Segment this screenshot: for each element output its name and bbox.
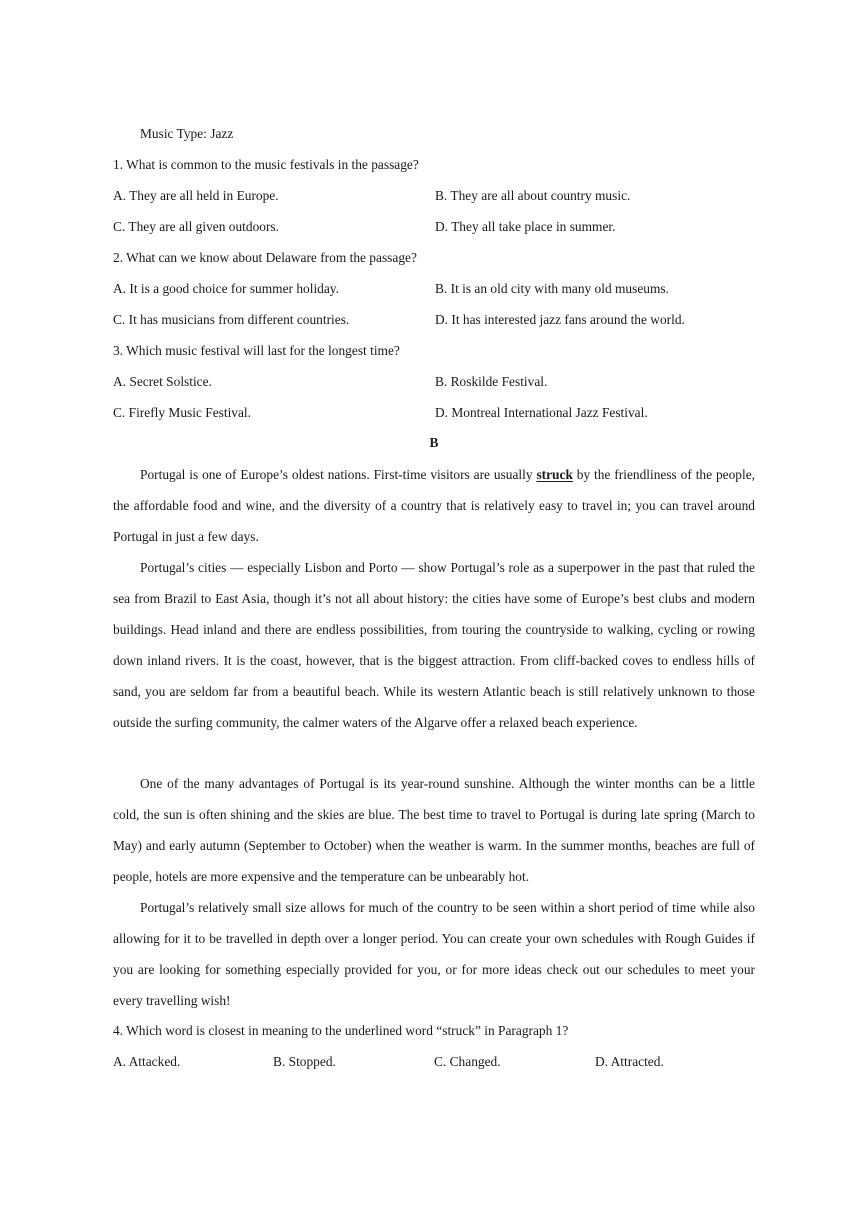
- question-3: 3. Which music festival will last for the longest time?: [113, 343, 400, 358]
- q1-option-a: A. They are all held in Europe.: [113, 188, 279, 203]
- q4-option-a: A. Attacked.: [113, 1054, 181, 1069]
- question-4: 4. Which word is closest in meaning to the underlined word “struck” in Paragraph 1?: [113, 1023, 569, 1038]
- q4-option-d: D. Attracted.: [595, 1054, 664, 1069]
- q2-option-d: D. It has interested jazz fans around the world.: [435, 312, 685, 327]
- q2-option-c: C. It has musicians from different countries.: [113, 312, 350, 327]
- q2-option-a: A. It is a good choice for summer holiday.: [113, 281, 339, 296]
- section-b-heading: B: [429, 435, 439, 450]
- q2-option-b: B. It is an old city with many old museums.: [435, 281, 669, 296]
- q3-option-d: D. Montreal International Jazz Festival.: [435, 405, 648, 420]
- q3-option-b: B. Roskilde Festival.: [435, 374, 548, 389]
- question-1: 1. What is common to the music festivals in the passage?: [113, 157, 419, 172]
- passage-paragraph-1: [113, 459, 755, 552]
- p1-text-before: Portugal is one of Europe’s oldest nations. First-time visitors are usually: [140, 467, 537, 482]
- music-type-line: Music Type: Jazz: [140, 126, 234, 141]
- q1-option-b: B. They are all about country music.: [435, 188, 631, 203]
- q3-option-a: A. Secret Solstice.: [113, 374, 212, 389]
- q4-option-b: B. Stopped.: [273, 1054, 336, 1069]
- p1-text-after: by the friendliness of the people, the affordable food and wine, and the diversity of a country that is relatively easy to travel in; you can travel around Portugal in just a few days.: [113, 467, 755, 544]
- underlined-word-struck: struck: [536, 467, 573, 482]
- q1-option-d: D. They all take place in summer.: [435, 219, 616, 234]
- passage-paragraph-3: One of the many advantages of Portugal is its year-round sunshine. Although the winter months can be a little cold, the sun is often shining and the skies are blue. The best time to travel to Portugal is during late spring (March to May) and early autumn (September to October) when the weather is warm. In the summer months, beaches are full of people, hotels are more expensive and the temperature can be unbearably hot.: [113, 776, 755, 884]
- q3-option-c: C. Firefly Music Festival.: [113, 405, 251, 420]
- passage-paragraph-2: Portugal’s cities — especially Lisbon and Porto — show Portugal’s role as a superpower in the past that ruled the sea from Brazil to East Asia, though it’s not all about history: the cities have some of Europe’s best clubs and modern buildings. Head inland and there are endless possibilities, from touring the countryside to walking, cycling or rowing down inland rivers. It is the coast, however, that is the biggest attraction. From cliff-backed coves to endless hills of sand, you are seldom far from a beautiful beach. While its western Atlantic beach is still relatively unknown to those outside the surfing community, the calmer waters of the Algarve offer a relaxed beach experience.: [113, 560, 755, 730]
- q4-option-c: C. Changed.: [434, 1054, 501, 1069]
- q1-option-c: C. They are all given outdoors.: [113, 219, 279, 234]
- question-2: 2. What can we know about Delaware from the passage?: [113, 250, 417, 265]
- passage-paragraph-4: Portugal’s relatively small size allows for much of the country to be seen within a short period of time while also allowing for it to be travelled in depth over a longer period. You can create your own schedules with Rough Guides if you are looking for something especially provided for you, or for more ideas check out our schedules to meet your every travelling wish!: [113, 900, 755, 1008]
